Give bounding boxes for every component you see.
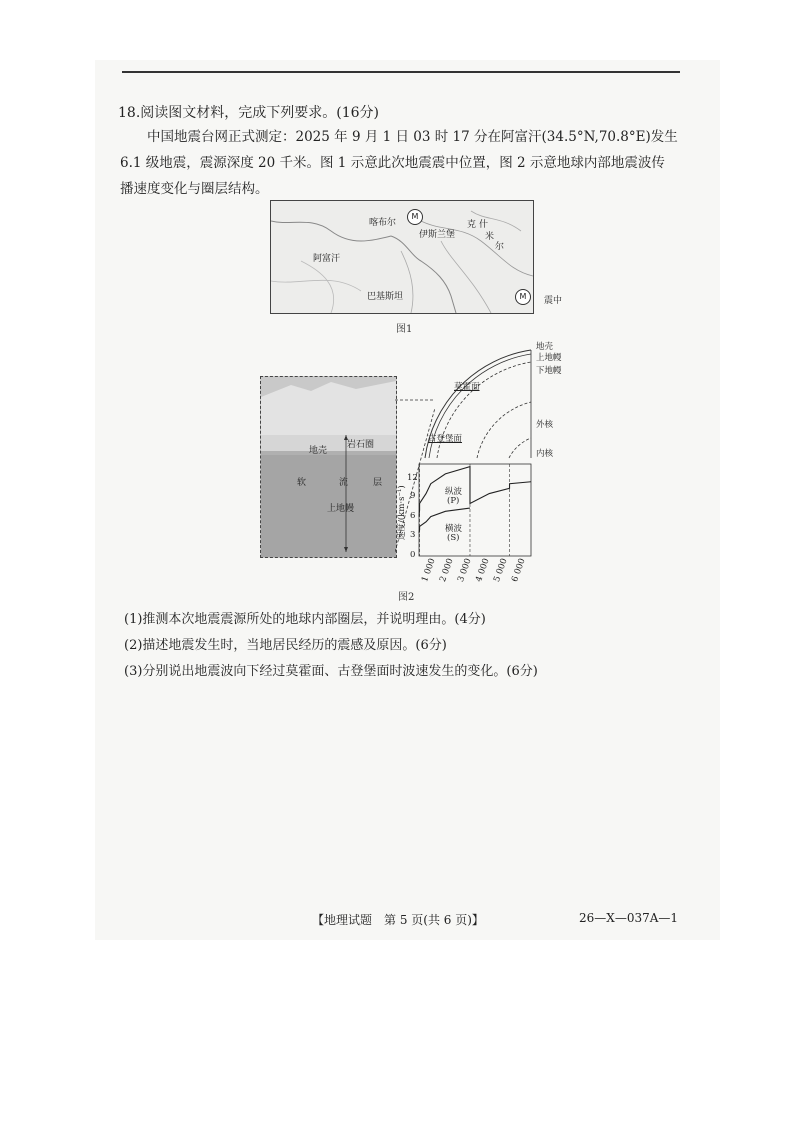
block-upper-mantle-label: 上地幔 [327, 504, 355, 514]
legend-epicenter-icon: M [515, 289, 531, 305]
xtick-2000: 2 000 [438, 557, 456, 584]
material-line-2: 6.1 级地震，震源深度 20 千米。图 1 示意此次地震震中位置，图 2 示意地球内部地震波传 [120, 155, 665, 171]
label-kashmir-4: 尔 [495, 242, 505, 252]
label-afghanistan: 阿富汗 [313, 254, 341, 264]
ytick-6: 6 [410, 511, 416, 521]
p-wave-line [419, 467, 531, 517]
xtick-3000: 3 000 [456, 557, 474, 584]
material-line-3: 播速度变化与圈层结构。 [120, 181, 269, 197]
velocity-plot [419, 464, 531, 556]
p-wave-label-2: (P) [447, 496, 460, 506]
legend-epicenter-label: 震中 [544, 296, 563, 306]
ytick-3: 3 [410, 530, 416, 540]
layer-outer-core-label: 外核 [536, 420, 554, 430]
label-kashmir-1: 克 [467, 220, 477, 230]
question-title: 18.阅读图文材料，完成下列要求。(16分) [118, 105, 380, 121]
xtick-1000: 1 000 [420, 557, 438, 584]
figure1-map [270, 200, 534, 314]
block-crust-label: 地壳 [309, 446, 328, 456]
label-kashmir-3: 米 [485, 232, 495, 242]
moho-label: 莫霍面 [454, 382, 480, 392]
footer-code: 26—X—037A—1 [579, 911, 679, 925]
epicenter-marker: M [407, 209, 423, 225]
block-lithosphere-label: 岩石圈 [347, 440, 375, 450]
ytick-0: 0 [410, 550, 416, 560]
layer-upper-mantle-label: 上地幔 [536, 353, 562, 363]
ytick-12: 12 [407, 473, 418, 483]
xtick-4000: 4 000 [474, 557, 492, 584]
earth-layers-chart [395, 340, 555, 580]
block-soft-1: 软 [297, 478, 307, 488]
figure2-caption: 图2 [398, 592, 415, 603]
layer-inner-core-label: 内核 [536, 449, 554, 459]
ytick-9: 9 [410, 491, 416, 501]
material-line-1: 中国地震台网正式测定：2025 年 9 月 1 日 03 时 17 分在阿富汗(34.5°N,70.8°E)发生 [147, 129, 678, 145]
sub-question-1: (1)推测本次地震震源所处的地球内部圈层，并说明理由。(4分) [124, 612, 486, 627]
footer-page-info: 【地理试题 第 5 页(共 6 页)】 [312, 913, 484, 927]
gutenberg-label: 古登堡面 [428, 434, 463, 444]
question-material [120, 124, 680, 202]
block-soft-3: 层 [373, 478, 383, 488]
label-islamabad: 伊斯兰堡 [419, 230, 456, 240]
block-graphics [261, 377, 396, 557]
s-wave-label-1: 横波 [445, 524, 463, 534]
velocity-ylabel: 速度/(km·s⁻¹) [397, 485, 407, 540]
figure1-caption: 图1 [396, 324, 413, 335]
lithosphere-block [260, 376, 397, 558]
xtick-5000: 5 000 [492, 557, 510, 584]
layer-lower-mantle-label: 下地幔 [536, 366, 562, 376]
label-pakistan: 巴基斯坦 [367, 292, 404, 302]
sub-question-2: (2)描述地震发生时，当地居民经历的震感及原因。(6分) [124, 638, 447, 653]
top-rule [122, 71, 680, 73]
s-wave-label-2: (S) [447, 533, 460, 543]
p-wave-label-1: 纵波 [445, 487, 463, 497]
xtick-6000: 6 000 [510, 557, 528, 584]
sub-question-3: (3)分别说出地震波向下经过莫霍面、古登堡面时波速发生的变化。(6分) [124, 664, 538, 679]
layer-crust-label: 地壳 [536, 342, 554, 352]
block-soft-2: 流 [339, 478, 349, 488]
label-kashmir-2: 什 [479, 220, 489, 230]
label-kabul: 喀布尔 [369, 218, 397, 228]
